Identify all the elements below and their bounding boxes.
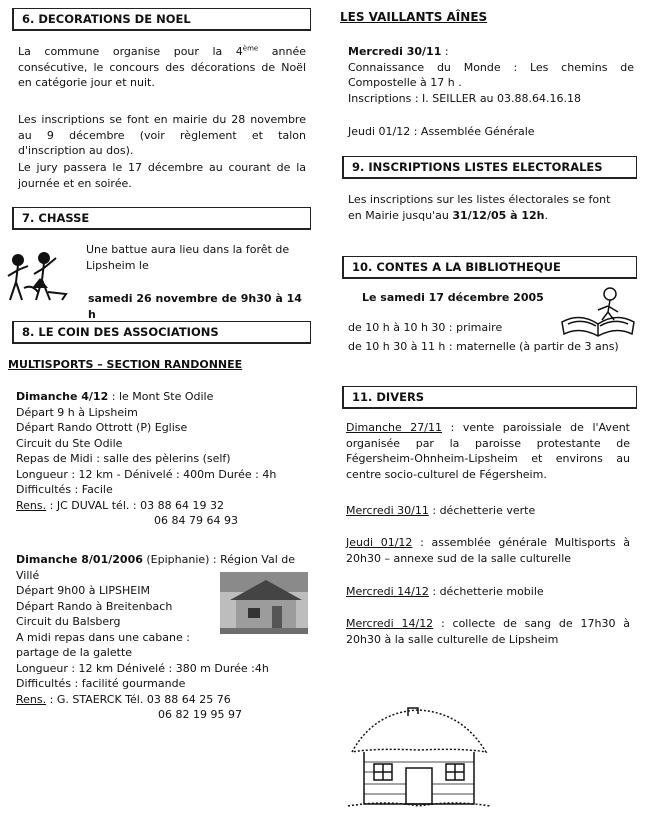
event-1-phone-2: 06 84 79 64 93 — [154, 514, 238, 527]
event-2-line: A midi repas dans une cabane : — [16, 630, 190, 644]
divers-event-2: Mercredi 30/11 : déchetterie verte — [346, 504, 536, 517]
vaillants-title: LES VAILLANTS AÎNES — [340, 10, 488, 24]
divers-date: Mercredi 14/12 — [346, 617, 434, 630]
event-1-rens-label: Rens. — [16, 498, 47, 512]
vaillants-colon: : — [441, 45, 449, 58]
event-1 — [16, 389, 312, 529]
divers-date: Mercredi 30/11 — [346, 504, 429, 517]
snowy-house-illustration — [344, 706, 494, 810]
event-1-line: Longueur : 12 km - Dénivelé : 400m Durée : 4h — [16, 467, 277, 481]
section-6-paragraph-1: La commune organise pour la 4ème année consécutive, le concours des décorations de Noël en catégorie jour et nuit. — [18, 44, 306, 89]
event-2-day: Dimanche 8/01/2006 — [16, 553, 143, 566]
section-6-paragraph-2: Les inscriptions se font en mairie du 28 novembre au 9 décembre (voir règlement et talon d'inscription au dos). — [18, 113, 306, 157]
section-9-text: Les inscriptions sur les listes électorales se font en Mairie jusqu'au 31/12/05 à 12h. — [348, 193, 611, 222]
section-8-title: 8. LE COIN DES ASSOCIATIONS — [12, 321, 311, 344]
divers-date: Dimanche 27/11 — [346, 421, 443, 434]
vaillants-day: Mercredi 30/11 — [348, 45, 442, 58]
section-10-title: 10. CONTES A LA BIBLIOTHEQUE — [342, 256, 637, 279]
section-7-text: Une battue aura lieu dans la forêt de Lipsheim le — [86, 243, 290, 272]
section-10-line-2: de 10 h 30 à 11 h : maternelle (à partir de 3 ans) — [348, 340, 619, 353]
event-2-phone-2: 06 82 19 95 97 — [158, 708, 242, 721]
section-7-title: 7. CHASSE — [12, 207, 311, 230]
event-1-line: Repas de Midi : salle des pèlerins (self) — [16, 452, 231, 465]
event-2-line: Départ 9h00 à LIPSHEIM — [16, 584, 150, 597]
cabin-photo — [220, 572, 308, 634]
event-2-line: Longueur : 12 km Dénivelé : 380 m Durée :4h — [16, 661, 269, 675]
divers-event-3: Jeudi 01/12 : assemblée générale Multisports à 20h30 – annexe sud de la salle culturelle — [346, 536, 630, 565]
event-2-rens-label: Rens. — [16, 692, 47, 706]
section-10-line-1: de 10 h à 10 h 30 : primaire — [348, 321, 503, 334]
event-2-line: partage de la galette — [16, 646, 133, 659]
section-11-title: 11. DIVERS — [342, 386, 637, 409]
section-7-date: samedi 26 novembre de 9h30 à 14 h — [88, 292, 302, 321]
divers-event-4: Mercredi 14/12 : déchetterie mobile — [346, 585, 544, 598]
section-6-title: 6. DECORATIONS DE NOEL — [12, 8, 311, 31]
section-8-subtitle: MULTISPORTS – SECTION RANDONNEE — [8, 358, 243, 371]
event-1-place: : le Mont Ste Odile — [108, 390, 214, 403]
hunters-illustration — [4, 248, 72, 304]
event-2-rens: : G. STAERCK Tél. 03 88 64 25 76 — [46, 692, 231, 706]
event-1-line: Circuit du Ste Odile — [16, 436, 123, 450]
event-1-rens: : JC DUVAL tél. : 03 88 64 19 32 — [46, 498, 225, 512]
vaillants-inscriptions: Inscriptions : I. SEILLER au 03.88.64.16.18 — [348, 91, 581, 105]
event-2-place: (Epiphanie) : Région Val de Villé — [16, 553, 296, 582]
vaillants-text: Connaissance du Monde : Les chemins de Compostelle à 17 h . — [348, 60, 634, 89]
event-1-line: Départ Rando Ottrott (P) Eglise — [16, 421, 188, 434]
divers-event-1: Dimanche 27/11 : vente paroissiale de l'Avent organisée par la paroisse protestante de Fégersheim-Ohnheim-Lipsheim et environs au centre socio-culturel de Fégersheim. — [346, 421, 630, 481]
divers-event-5: Mercredi 14/12 : collecte de sang de 17h30 à 20h30 à la salle culturelle de Lipsheim — [346, 617, 630, 646]
event-1-day: Dimanche 4/12 — [16, 390, 109, 403]
event-1-line: Difficultés : Facile — [16, 483, 113, 496]
vaillants-jeudi: Jeudi 01/12 : Assemblée Générale — [348, 125, 535, 138]
vaillants-block — [348, 44, 634, 106]
section-10-date: Le samedi 17 décembre 2005 — [362, 291, 544, 304]
event-1-line: Départ 9 h à Lipsheim — [16, 405, 138, 419]
divers-date: Jeudi 01/12 — [346, 536, 413, 549]
section-9-title: 9. INSCRIPTIONS LISTES ELECTORALES — [342, 156, 637, 179]
divers-date: Mercredi 14/12 — [346, 585, 429, 598]
event-2-line: Circuit du Balsberg — [16, 615, 121, 628]
section-6-paragraph-3: Le jury passera le 17 décembre au courant de la journée et en soirée. — [18, 161, 306, 190]
event-2-line: Difficultés : facilité gourmande — [16, 677, 186, 690]
event-2-line: Départ Rando à Breitenbach — [16, 599, 173, 613]
